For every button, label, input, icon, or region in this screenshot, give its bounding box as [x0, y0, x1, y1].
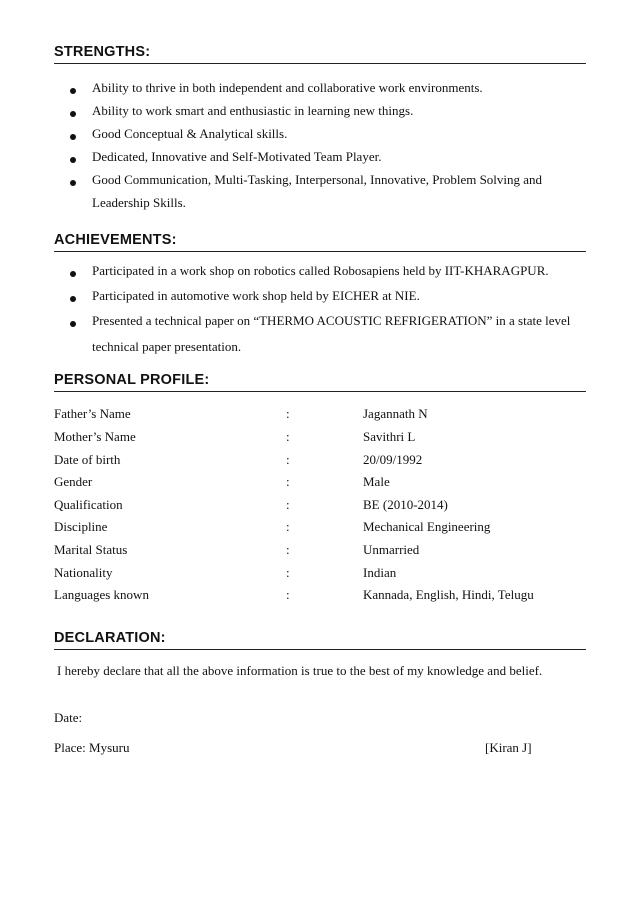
- list-item: Participated in a work shop on robotics called Robosapiens held by IIT-KHARAGPUR.: [54, 263, 586, 288]
- profile-value: 20/09/1992: [363, 452, 423, 467]
- profile-value: Male: [363, 474, 390, 489]
- profile-label: Father’s Name: [54, 406, 131, 421]
- date-label: Date:: [54, 710, 83, 725]
- profile-value: Savithri L: [363, 429, 416, 444]
- declaration-heading: DECLARATION:: [54, 630, 586, 650]
- profile-separator: :: [286, 565, 290, 580]
- declaration-text: I hereby declare that all the above information is true to the best of my knowledge and belief.: [57, 663, 543, 678]
- profile-label: Mother’s Name: [54, 429, 136, 444]
- profile-separator: :: [286, 452, 290, 467]
- list-item: Ability to thrive in both independent and collaborative work environments.: [54, 80, 586, 103]
- list-item-continuation: Leadership Skills.: [92, 195, 186, 210]
- profile-label: Discipline: [54, 519, 108, 534]
- profile-value: Mechanical Engineering: [363, 519, 491, 534]
- profile-label: Gender: [54, 474, 93, 489]
- profile-separator: :: [286, 587, 290, 602]
- signature-name: [Kiran J]: [485, 740, 532, 755]
- profile-row-fathers-name: [54, 406, 586, 424]
- profile-separator: :: [286, 406, 290, 421]
- list-item: Good Communication, Multi-Tasking, Interpersonal, Innovative, Problem Solving and: [54, 172, 586, 195]
- profile-value: Jagannath N: [363, 406, 428, 421]
- strengths-heading: STRENGTHS:: [54, 44, 586, 64]
- list-item: Ability to work smart and enthusiastic in learning new things.: [54, 103, 586, 126]
- list-item: Good Conceptual & Analytical skills.: [54, 126, 586, 149]
- profile-row-qualification: [54, 497, 586, 515]
- profile-row-mothers-name: [54, 429, 586, 447]
- profile-value: Kannada, English, Hindi, Telugu: [363, 587, 534, 602]
- bullet-icon: [70, 157, 76, 163]
- achievements-heading: ACHIEVEMENTS:: [54, 232, 586, 252]
- profile-row-gender: [54, 474, 586, 492]
- place-label: Place: Mysuru: [54, 740, 130, 755]
- profile-row-marital-status: [54, 542, 586, 560]
- bullet-icon: [70, 296, 76, 302]
- profile-separator: :: [286, 497, 290, 512]
- bullet-icon: [70, 180, 76, 186]
- profile-row-languages-known: [54, 587, 586, 605]
- profile-label: Nationality: [54, 565, 113, 580]
- list-item: Participated in automotive work shop held by EICHER at NIE.: [54, 288, 586, 313]
- achievements-list: [54, 263, 586, 361]
- bullet-icon: [70, 321, 76, 327]
- profile-value: Unmarried: [363, 542, 420, 557]
- profile-row-nationality: [54, 565, 586, 583]
- profile-label: Marital Status: [54, 542, 128, 557]
- bullet-icon: [70, 88, 76, 94]
- profile-row-date-of-birth: [54, 452, 586, 470]
- list-item-continuation: technical paper presentation.: [92, 339, 242, 354]
- list-item: Dedicated, Innovative and Self-Motivated Team Player.: [54, 149, 586, 172]
- list-item: Presented a technical paper on “THERMO ACOUSTIC REFRIGERATION” in a state level: [54, 313, 586, 339]
- strengths-list: [54, 80, 586, 218]
- profile-separator: :: [286, 542, 290, 557]
- profile-row-discipline: [54, 519, 586, 537]
- bullet-icon: [70, 134, 76, 140]
- profile-value: BE (2010-2014): [363, 497, 448, 512]
- profile-label: Qualification: [54, 497, 123, 512]
- profile-separator: :: [286, 429, 290, 444]
- bullet-icon: [70, 111, 76, 117]
- profile-label: Date of birth: [54, 452, 121, 467]
- profile-separator: :: [286, 474, 290, 489]
- profile-separator: :: [286, 519, 290, 534]
- profile-value: Indian: [363, 565, 397, 580]
- personal-profile-heading: PERSONAL PROFILE:: [54, 372, 586, 392]
- bullet-icon: [70, 271, 76, 277]
- profile-label: Languages known: [54, 587, 149, 602]
